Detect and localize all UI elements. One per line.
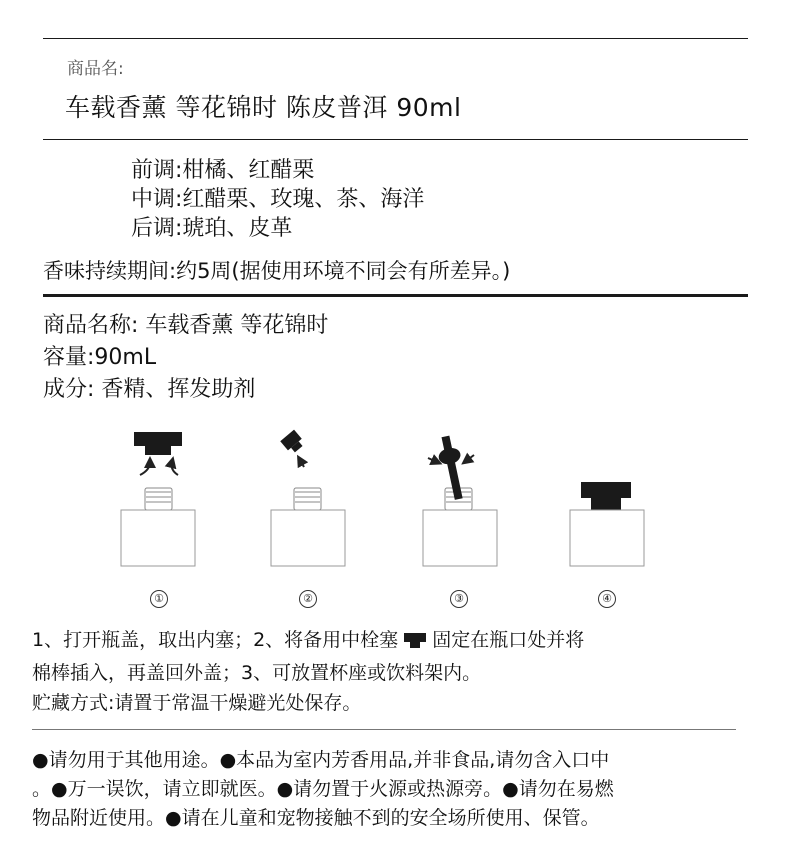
usage-instructions: [32, 625, 752, 718]
instructions-line-1: 1、打开瓶盖，取出内塞；2、将备用中栓塞 固定在瓶口处并将: [32, 625, 752, 658]
product-name-label: 商品名:: [67, 59, 124, 79]
step1-illustration: [121, 432, 195, 566]
step4-illustration: [570, 482, 644, 566]
thick-divider: [43, 294, 748, 297]
scent-duration: 香味持续期间:约5周(据使用环境不同会有所差异。): [43, 259, 511, 283]
step-number-3: ③: [450, 590, 468, 608]
product-name: 商品名称: 车载香薰 等花锦时: [43, 313, 329, 338]
step3-illustration: [423, 434, 497, 566]
top-divider: [43, 38, 748, 39]
usage-steps-illustration: [0, 420, 790, 580]
warning-divider: [32, 729, 736, 730]
ingredients: 成分: 香精、挥发助剂: [43, 377, 256, 402]
storage-method: 贮藏方式:请置于常温干燥避光处保存。: [32, 692, 362, 714]
warnings: [32, 746, 752, 833]
instructions-line-2: 棉棒插入，再盖回外盖；3、可放置杯座或饮料架内。: [32, 662, 482, 684]
middle-note: 中调:红醋栗、玫瑰、茶、海洋: [131, 187, 425, 212]
capacity: 容量:90mL: [43, 345, 157, 370]
base-note: 后调:琥珀、皮革: [131, 216, 293, 241]
warning-line-1: ●请勿用于其他用途。●本品为室内芳香用品,并非食品,请勿含入口中: [32, 749, 610, 771]
product-title: 车载香薰 等花锦时 陈皮普洱 90ml: [65, 93, 462, 122]
step-number-1: ①: [150, 590, 168, 608]
step-number-4: ④: [598, 590, 616, 608]
stopper-icon: [404, 628, 426, 658]
top-note: 前调:柑橘、红醋栗: [131, 158, 315, 183]
step-number-2: ②: [299, 590, 317, 608]
warning-line-3: 物品附近使用。●请在儿童和宠物接触不到的安全场所使用、保管。: [32, 807, 600, 829]
fragrance-notes: [131, 156, 424, 243]
title-divider: [43, 139, 748, 140]
product-info: [43, 310, 328, 406]
warning-line-2: 。●万一误饮，请立即就医。●请勿置于火源或热源旁。●请勿在易燃: [32, 778, 614, 800]
step2-illustration: [271, 430, 345, 566]
